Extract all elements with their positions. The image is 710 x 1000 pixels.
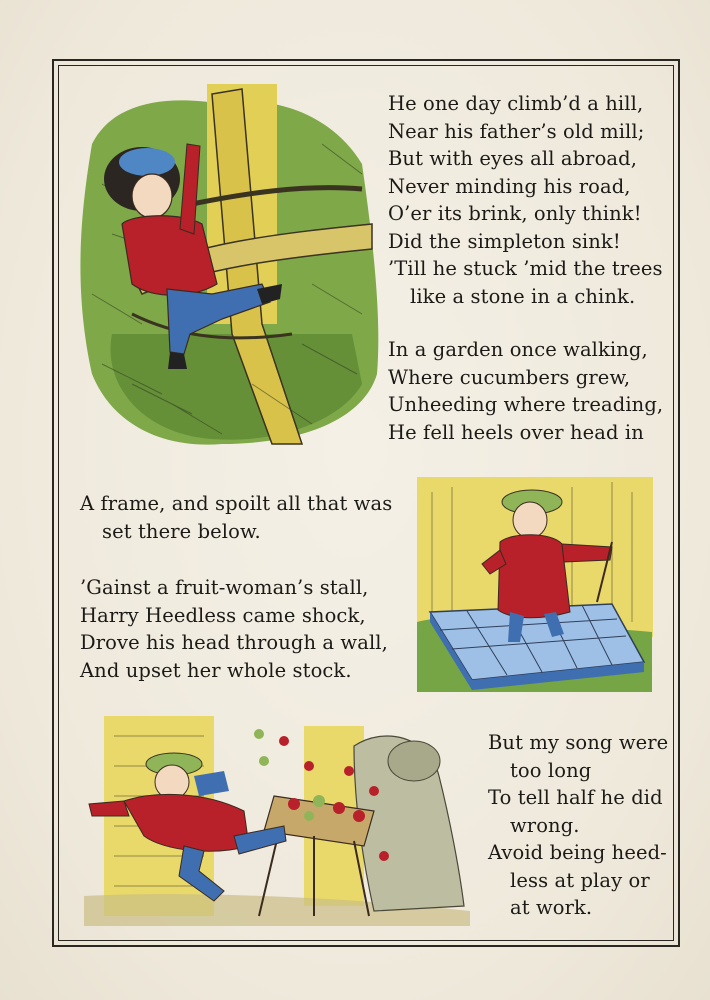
stanza-hill (388, 90, 663, 310)
verse-line: set there below. (102, 519, 261, 543)
stanza-garden-bottom (80, 490, 392, 545)
verse-line: Near his father’s old mill; (388, 119, 645, 143)
verse-line: But my song were (488, 731, 669, 754)
verse-line: Never minding his road, (388, 174, 631, 198)
verse-line: Unheeding where treading, (388, 393, 664, 416)
verse-line: ’Gainst a fruit-woman’s stall, (80, 576, 369, 599)
verse-line: To tell half he did (488, 786, 663, 809)
verse-line: But with eyes all abroad, (388, 147, 638, 170)
stanza-stall (80, 574, 388, 684)
stanza-ending (488, 729, 668, 922)
verse-line: less at play or (510, 868, 650, 892)
verse-line: like a stone in a chink. (410, 284, 636, 308)
verse-line: at work. (510, 896, 593, 919)
illustration-boy-in-frame (412, 472, 658, 697)
illustration-boy-in-tree (72, 84, 382, 454)
verse-line: He one day climb’d a hill, (388, 92, 644, 115)
verse-line: too long (510, 758, 592, 782)
verse-line: He fell heels over head in (388, 420, 644, 444)
verse-line: In a garden once walking, (388, 338, 648, 361)
verse-line: wrong. (510, 813, 580, 837)
verse-line: Drove his head through a wall, (80, 631, 388, 654)
illustration-fruit-stall (84, 716, 470, 926)
stanza-garden-top (388, 336, 663, 446)
verse-line: Did the simpleton sink! (388, 229, 621, 253)
verse-line: And upset her whole stock. (80, 658, 352, 682)
verse-line: O’er its brink, only think! (388, 202, 642, 225)
verse-line: Harry Heedless came shock, (80, 603, 366, 627)
verse-line: ’Till he stuck ’mid the trees (388, 257, 663, 280)
verse-line: Where cucumbers grew, (388, 365, 631, 389)
verse-line: Avoid being heed- (488, 841, 667, 864)
verse-line: A frame, and spoilt all that was (80, 492, 393, 515)
